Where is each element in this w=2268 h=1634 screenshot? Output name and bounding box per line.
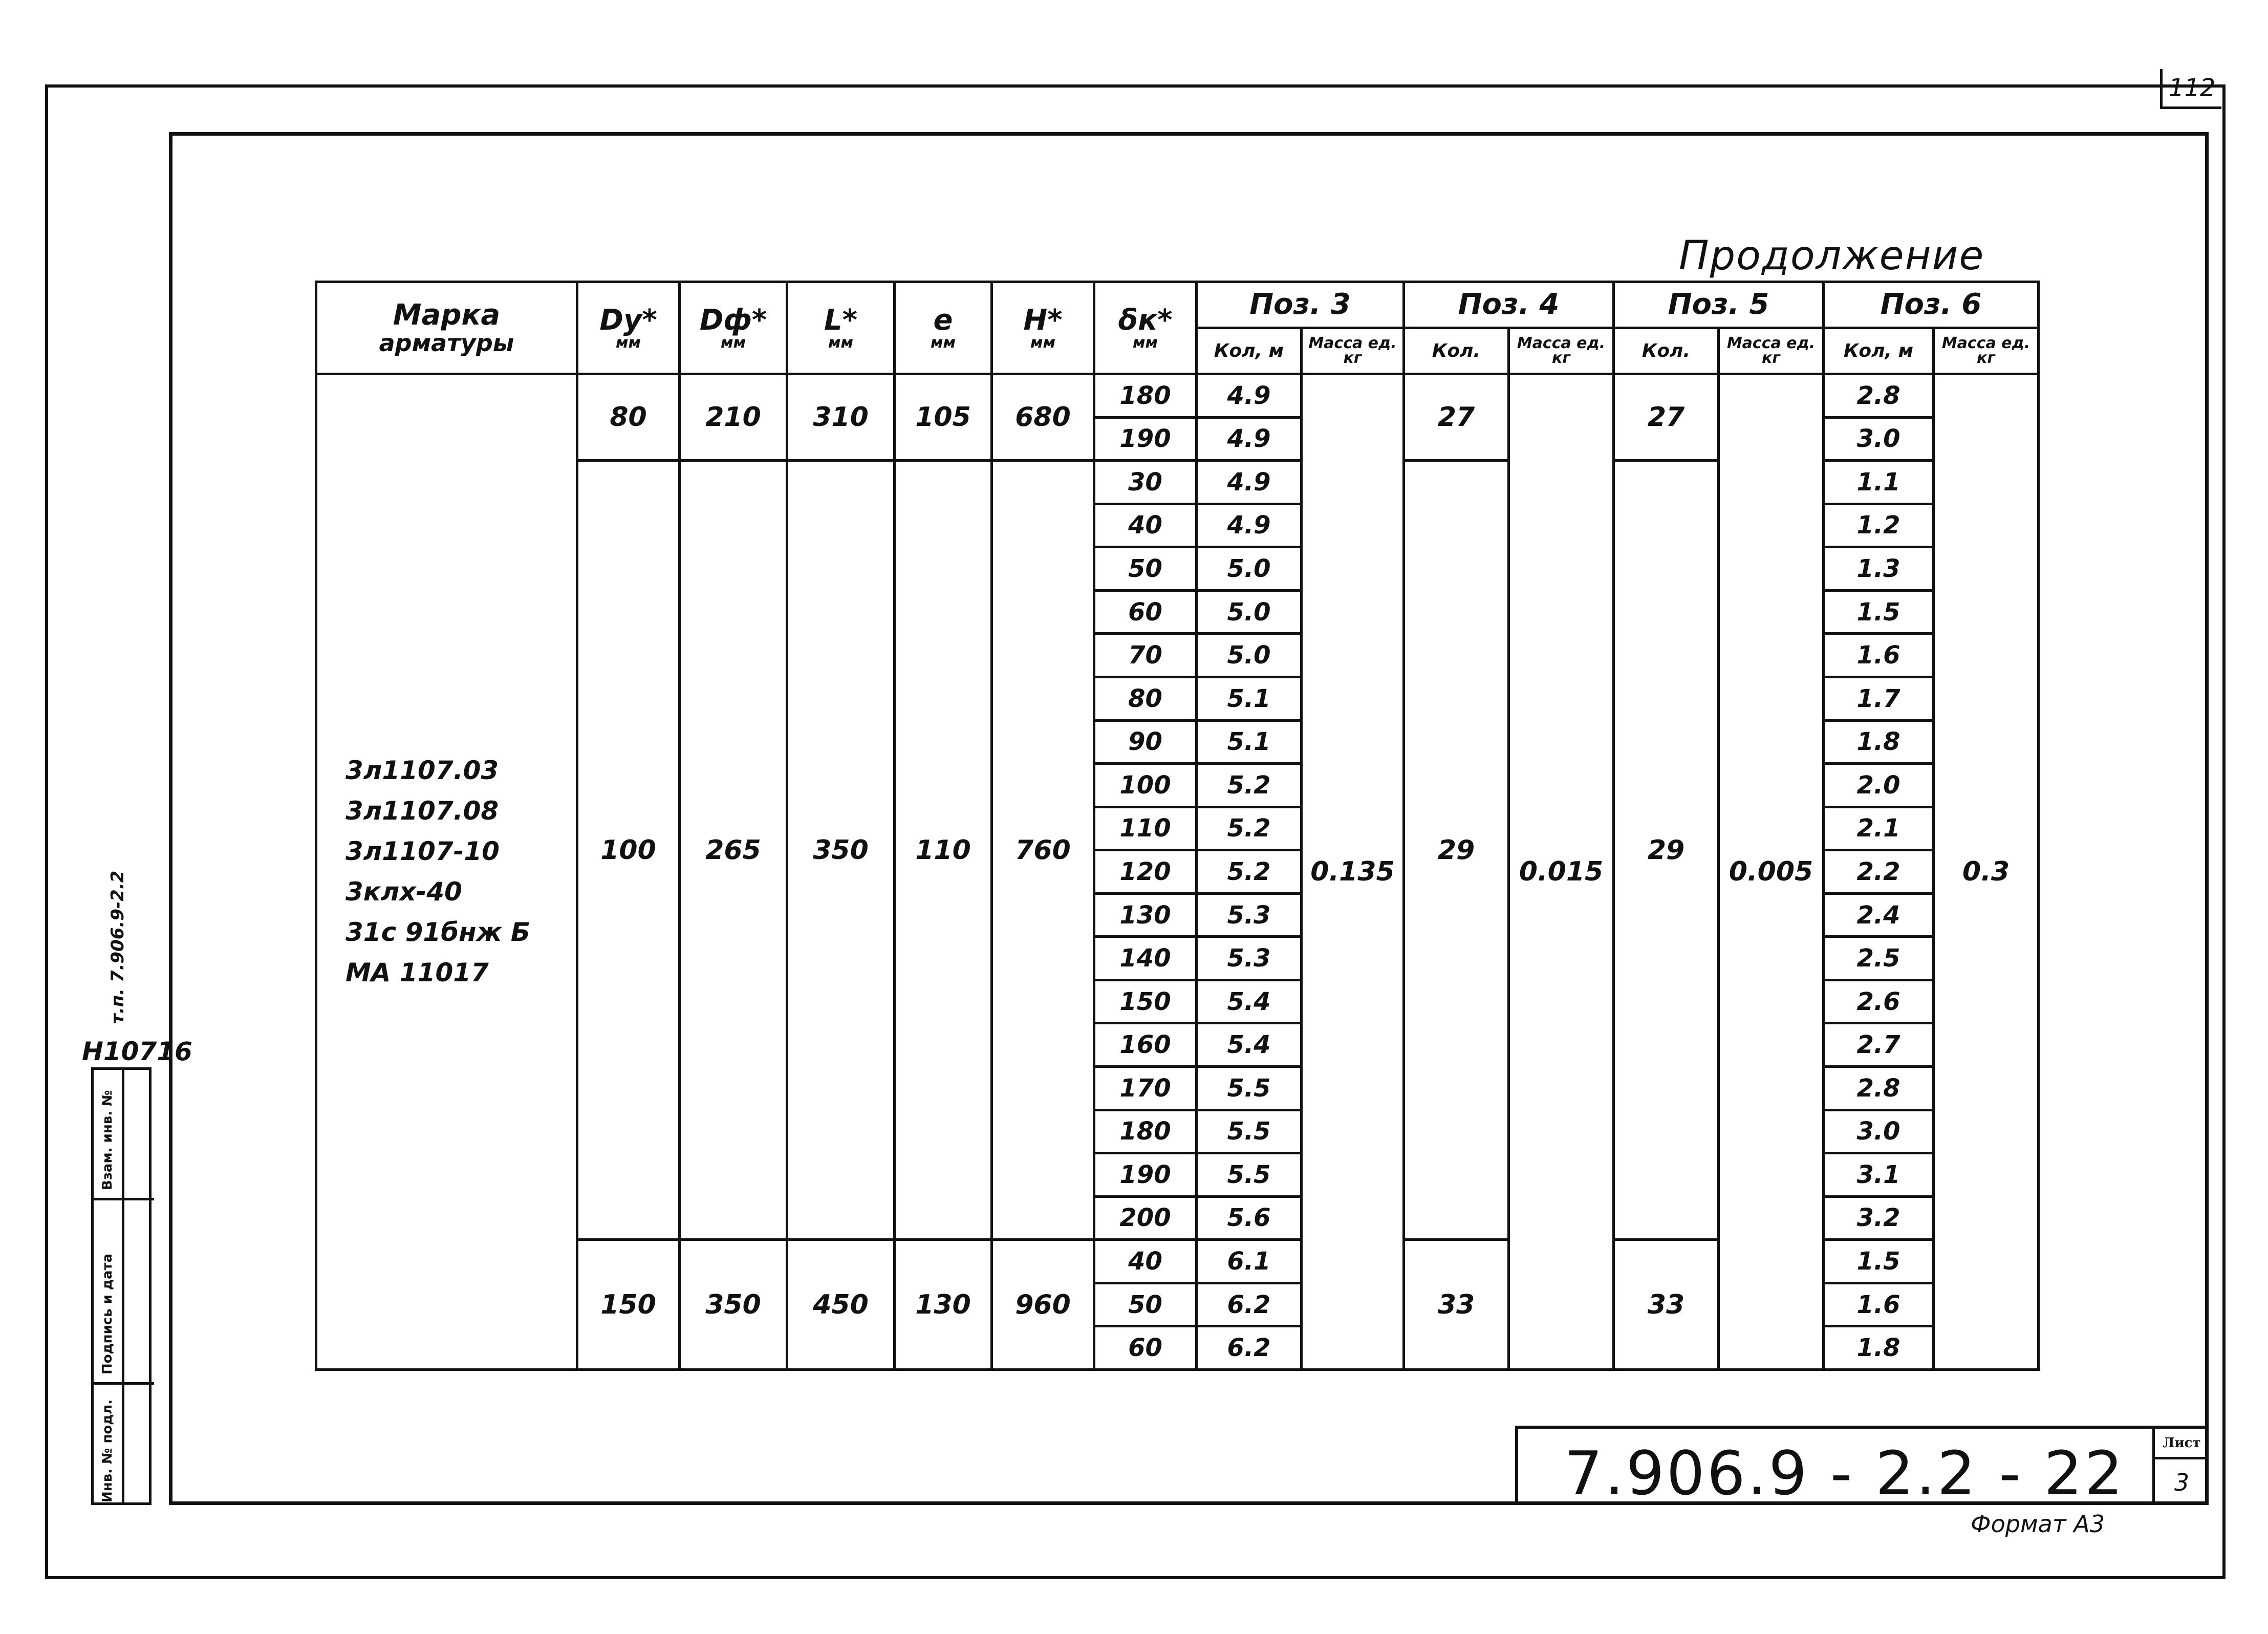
title-block — [1515, 1426, 2209, 1509]
title-code: 7.906.9 - 2.2 - 22 — [1564, 1438, 2125, 1509]
cell-pos5-kol: 27 — [1614, 374, 1719, 461]
mark-item: 3л1107-10 — [345, 836, 500, 866]
cell-pos6-kol: 1.6 — [1824, 634, 1934, 677]
cell-pos6-kol: 3.2 — [1824, 1196, 1934, 1240]
cell-pos6-kol: 1.2 — [1824, 504, 1934, 547]
header-bk-unit: мм — [1132, 333, 1158, 352]
cell-bk: 190 — [1094, 417, 1197, 461]
cell-pos6-kol: 1.8 — [1824, 720, 1934, 764]
header-pos3: Поз. 3 — [1197, 282, 1404, 328]
side-label-inv-orig: Инв. № подл. — [100, 1399, 115, 1502]
cell-bk: 50 — [1094, 1283, 1197, 1326]
cell-pos3-kol: 6.2 — [1197, 1283, 1302, 1326]
cell-bk: 60 — [1094, 1326, 1197, 1370]
side-stamp — [91, 1067, 152, 1505]
cell-pos6-kol: 2.1 — [1824, 807, 1934, 850]
marks-cell — [316, 374, 577, 1370]
header-df-unit: мм — [720, 333, 746, 352]
cell-pos3-kol: 4.9 — [1197, 461, 1302, 504]
cell-bk: 40 — [1094, 504, 1197, 547]
cell-bk: 160 — [1094, 1023, 1197, 1067]
header-pos4: Поз. 4 — [1404, 282, 1614, 328]
cell-pos6-kol: 2.5 — [1824, 937, 1934, 980]
header-e-label: е — [933, 303, 953, 337]
cell-pos6-kol: 1.8 — [1824, 1326, 1934, 1370]
header-h — [992, 282, 1094, 374]
cell-pos6-kol: 2.4 — [1824, 893, 1934, 937]
cell-pos6-kol: 2.8 — [1824, 1067, 1934, 1110]
cell-pos3-kol: 5.3 — [1197, 937, 1302, 980]
side-label-sign: Подпись и дата — [100, 1253, 115, 1374]
cell-pos3-kol: 5.0 — [1197, 590, 1302, 634]
side-stamp-divider — [94, 1382, 154, 1385]
header-pos5-kol: Кол. — [1614, 328, 1719, 374]
cell-pos6-kol: 1.3 — [1824, 547, 1934, 591]
cell-pos5-mass: 0.005 — [1719, 374, 1824, 1370]
sheet-number: 3 — [2174, 1469, 2190, 1496]
side-stamp-divider — [94, 1198, 154, 1200]
cell-bk: 80 — [1094, 677, 1197, 720]
cell-pos6-mass: 0.3 — [1934, 374, 2039, 1370]
cell-pos4-kol: 27 — [1404, 374, 1509, 461]
cell-h: 680 — [992, 374, 1094, 461]
header-mark-title: Марка — [393, 298, 501, 332]
header-mark-subtitle: арматуры — [379, 329, 514, 357]
cell-df: 265 — [680, 461, 787, 1240]
format-label: Формат А3 — [1971, 1510, 2105, 1538]
cell-bk: 170 — [1094, 1067, 1197, 1110]
mark-item: 31с 91бнж Б — [345, 917, 530, 947]
cell-bk: 90 — [1094, 720, 1197, 764]
mark-item: 3л1107.03 — [345, 756, 499, 785]
header-dy — [577, 282, 680, 374]
cell-pos6-kol: 1.1 — [1824, 461, 1934, 504]
cell-l: 450 — [787, 1240, 895, 1370]
header-dy-label: Dу* — [599, 303, 657, 337]
document-number: Н10716 — [82, 1037, 192, 1066]
cell-pos6-kol: 2.6 — [1824, 980, 1934, 1023]
cell-bk: 190 — [1094, 1153, 1197, 1197]
header-dy-unit: мм — [615, 333, 641, 352]
header-pos5: Поз. 5 — [1614, 282, 1824, 328]
cell-bk: 60 — [1094, 590, 1197, 634]
cell-bk: 110 — [1094, 807, 1197, 850]
cell-pos3-kol: 4.9 — [1197, 417, 1302, 461]
cell-pos3-kol: 4.9 — [1197, 504, 1302, 547]
cell-pos3-kol: 5.2 — [1197, 807, 1302, 850]
header-mark — [316, 282, 577, 374]
cell-bk: 70 — [1094, 634, 1197, 677]
cell-pos4-mass: 0.015 — [1509, 374, 1614, 1370]
cell-pos3-kol: 5.4 — [1197, 1023, 1302, 1067]
cell-pos3-kol: 5.0 — [1197, 634, 1302, 677]
cell-pos5-kol: 33 — [1614, 1240, 1719, 1370]
header-bk-label: δк* — [1118, 303, 1173, 337]
cell-pos6-kol: 3.1 — [1824, 1153, 1934, 1197]
cell-bk: 40 — [1094, 1240, 1197, 1283]
cell-pos3-kol: 5.6 — [1197, 1196, 1302, 1240]
cell-l: 350 — [787, 461, 895, 1240]
cell-pos3-kol: 5.5 — [1197, 1153, 1302, 1197]
header-pos4-mass: Масса ед. кг — [1509, 328, 1614, 374]
header-pos3-mass: Масса ед. кг — [1302, 328, 1404, 374]
cell-pos3-kol: 5.5 — [1197, 1067, 1302, 1110]
cell-pos4-kol: 29 — [1404, 461, 1509, 1240]
cell-pos5-kol: 29 — [1614, 461, 1719, 1240]
header-h-label: Н* — [1023, 303, 1063, 337]
sheet-label: Лист — [2155, 1429, 2209, 1459]
cell-dy: 150 — [577, 1240, 680, 1370]
sheet-column — [2152, 1429, 2209, 1505]
page-number: 112 — [2160, 69, 2221, 109]
cell-bk: 180 — [1094, 374, 1197, 418]
cell-bk: 30 — [1094, 461, 1197, 504]
cell-pos3-kol: 5.3 — [1197, 893, 1302, 937]
header-l-label: L* — [824, 303, 857, 337]
cell-pos6-kol: 1.6 — [1824, 1283, 1934, 1326]
cell-pos6-kol: 3.0 — [1824, 417, 1934, 461]
cell-pos6-kol: 1.7 — [1824, 677, 1934, 720]
cell-e: 110 — [895, 461, 992, 1240]
cell-df: 210 — [680, 374, 787, 461]
header-pos6-kol: Кол, м — [1824, 328, 1934, 374]
cell-e: 105 — [895, 374, 992, 461]
continuation-label: Продолжение — [1679, 233, 1985, 279]
cell-pos3-kol: 5.0 — [1197, 547, 1302, 591]
cell-pos6-kol: 3.0 — [1824, 1110, 1934, 1153]
cell-dy: 100 — [577, 461, 680, 1240]
cell-pos6-kol: 2.8 — [1824, 374, 1934, 418]
header-bk — [1094, 282, 1197, 374]
specification-table — [315, 281, 2040, 1371]
cell-pos6-kol: 1.5 — [1824, 1240, 1934, 1283]
mark-item: 3л1107.08 — [345, 796, 499, 826]
mark-item: МА 11017 — [345, 958, 489, 987]
header-e — [895, 282, 992, 374]
cell-pos6-kol: 2.0 — [1824, 764, 1934, 807]
header-l — [787, 282, 895, 374]
header-pos3-kol: Кол, м — [1197, 328, 1302, 374]
cell-pos3-kol: 5.2 — [1197, 850, 1302, 894]
header-pos6: Поз. 6 — [1824, 282, 2039, 328]
cell-bk: 140 — [1094, 937, 1197, 980]
cell-pos6-kol: 2.2 — [1824, 850, 1934, 894]
cell-pos3-kol: 5.2 — [1197, 764, 1302, 807]
document-reference: т.п. 7.906.9-2.2 — [107, 870, 128, 1024]
cell-pos6-kol: 2.7 — [1824, 1023, 1934, 1067]
cell-pos3-kol: 5.1 — [1197, 720, 1302, 764]
header-pos6-mass: Масса ед. кг — [1934, 328, 2039, 374]
cell-bk: 50 — [1094, 547, 1197, 591]
table-row — [316, 374, 2039, 418]
cell-pos3-kol: 5.1 — [1197, 677, 1302, 720]
cell-pos3-kol: 6.2 — [1197, 1326, 1302, 1370]
cell-pos3-kol: 5.4 — [1197, 980, 1302, 1023]
cell-h: 960 — [992, 1240, 1094, 1370]
cell-bk: 100 — [1094, 764, 1197, 807]
cell-bk: 120 — [1094, 850, 1197, 894]
cell-df: 350 — [680, 1240, 787, 1370]
cell-bk: 150 — [1094, 980, 1197, 1023]
header-df-label: Dф* — [699, 303, 767, 337]
cell-pos3-kol: 6.1 — [1197, 1240, 1302, 1283]
header-pos5-mass: Масса ед. кг — [1719, 328, 1824, 374]
cell-pos6-kol: 1.5 — [1824, 590, 1934, 634]
cell-pos4-kol: 33 — [1404, 1240, 1509, 1370]
header-e-unit: мм — [930, 333, 956, 352]
header-l-unit: мм — [828, 333, 854, 352]
cell-bk: 130 — [1094, 893, 1197, 937]
header-pos4-kol: Кол. — [1404, 328, 1509, 374]
cell-h: 760 — [992, 461, 1094, 1240]
header-df — [680, 282, 787, 374]
cell-bk: 180 — [1094, 1110, 1197, 1153]
header-h-unit: мм — [1030, 333, 1056, 352]
table-body — [316, 374, 2039, 1370]
cell-pos3-mass: 0.135 — [1302, 374, 1404, 1370]
mark-item: 3клх-40 — [345, 877, 462, 907]
cell-dy: 80 — [577, 374, 680, 461]
cell-e: 130 — [895, 1240, 992, 1370]
cell-pos3-kol: 4.9 — [1197, 374, 1302, 418]
cell-l: 310 — [787, 374, 895, 461]
cell-pos3-kol: 5.5 — [1197, 1110, 1302, 1153]
cell-bk: 200 — [1094, 1196, 1197, 1240]
side-label-inv: Взам. инв. № — [100, 1090, 115, 1190]
